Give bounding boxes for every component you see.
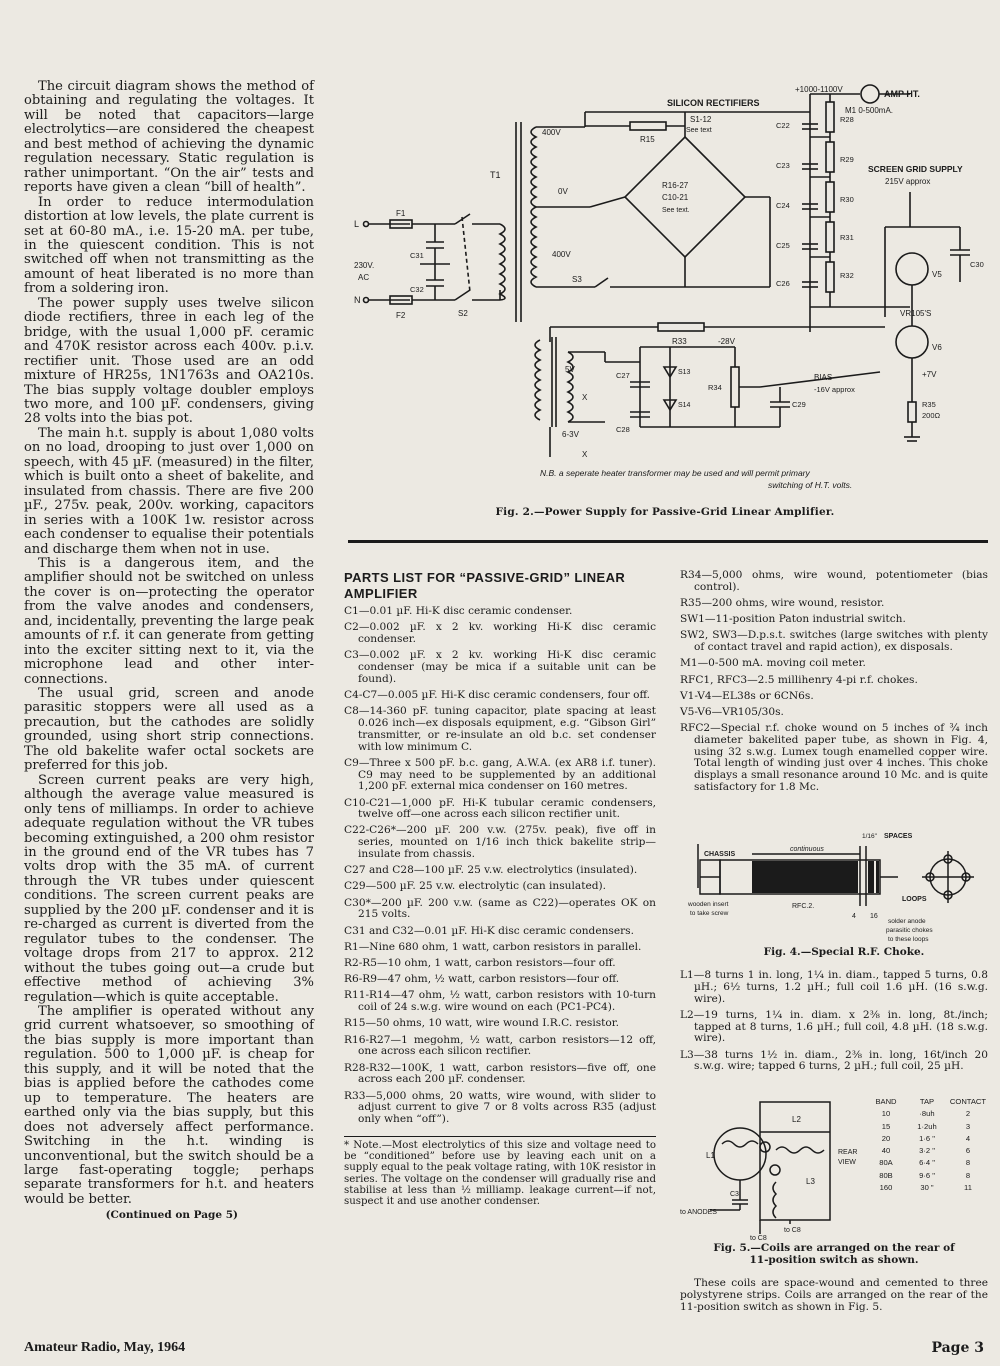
paragraph: The main h.t. supply is about 1,080 volts on no load, drooping to just over 1,000 on speech, with 45 µF. (measured) in the filter, which is built onto a sheet of bakelite, and insulated from chassis. There are five 200 µF., 275v. peak, 200v. working, capacitors in series with a 100K 1w. resistor across each condenser to equalise their potentials and discharge them when not in use. bbox=[24, 425, 314, 557]
part-item: RFC2—Special r.f. choke wound on 5 inches of ¾ inch diameter bakelited paper tube, as shown in Fig. 4, using 32 s.w.g. Lumex tough enamelled copper wire. Total length of winding just over 4 inches. This choke displays a small resonance around 10 Mc. and is quite satisfactory for 1.8 Mc. bbox=[680, 722, 988, 794]
label-c28: C28 bbox=[616, 425, 630, 434]
label-r30: R30 bbox=[840, 195, 854, 204]
label-r15: R15 bbox=[640, 135, 655, 144]
paragraph: This is a dangerous item, and the amplifier should not be switched on unless the cover is on—protecting the operator from the valve anodes and condensers, and, incidentally, preventing the large peak amounts of r.f. it can generate from getting into the exciter sitting next to it, via the microphone lead and other inter-connections. bbox=[24, 555, 314, 687]
cell-tap: ·8uh bbox=[919, 1109, 935, 1119]
header-tap: TAP bbox=[919, 1097, 935, 1106]
closing-paragraph: These coils are space-wound and cemented to three polystyrene strips. Coils are arranged on the rear of the 11-position switch as shown in Fig. 5. bbox=[680, 1277, 988, 1313]
part-item: C30*—200 µF. 200 v.w. (same as C22)—operates OK on 215 volts. bbox=[344, 896, 656, 921]
label-bias: BIAS bbox=[814, 373, 833, 382]
label-meter: M1 0-500mA. bbox=[845, 106, 894, 115]
rf-choke-drawing bbox=[680, 826, 988, 946]
coil-item: L2—19 turns, 1¼ in. diam. x 2⅜ in. long, 8t./inch; tapped at 8 turns, 1.6 µH.; full coil, 4.8 µH. (18 s.w.g. wire). bbox=[680, 1008, 988, 1045]
label-s13: S13 bbox=[678, 369, 691, 376]
label-s3: S3 bbox=[572, 275, 582, 284]
label-see-text: See text bbox=[686, 127, 712, 134]
label-0v: 0V bbox=[558, 187, 568, 196]
continued-note: (Continued on Page 5) bbox=[105, 1209, 238, 1222]
part-item: R16-R27—1 megohm, ½ watt, carbon resistors—12 off, one across each silicon rectifier. bbox=[344, 1033, 656, 1058]
label-c32: C32 bbox=[410, 285, 424, 294]
label-c27: C27 bbox=[616, 371, 630, 380]
parts-list-column-a bbox=[344, 570, 656, 1207]
label-four: 4 bbox=[852, 913, 856, 920]
table-header-row bbox=[866, 1096, 988, 1108]
label-spaces: SPACES bbox=[884, 833, 913, 840]
label-230v: 230V. bbox=[354, 261, 375, 270]
figure-5-caption-line-1: Fig. 5.—Coils are arranged on the rear of bbox=[713, 1242, 955, 1254]
cell-contact: 8 bbox=[965, 1158, 971, 1168]
label-t1: T1 bbox=[490, 170, 501, 180]
part-item: R11-R14—47 ohm, ½ watt, carbon resistors with 10-turn coil of 24 s.w.g. wire wound on each (PC1-PC4). bbox=[344, 989, 656, 1014]
cell-band: 80A bbox=[879, 1158, 893, 1168]
figure-2-caption: Fig. 2.—Power Supply for Passive-Grid Linear Amplifier. bbox=[495, 506, 835, 518]
cell-contact: 11 bbox=[964, 1183, 972, 1193]
cell-tap: 1·2uh bbox=[917, 1121, 937, 1131]
part-item: R15—50 ohms, 10 watt, wire wound I.R.C. resistor. bbox=[344, 1017, 620, 1030]
label-silicon-rectifiers: SILICON RECTIFIERS bbox=[667, 98, 760, 108]
label-bias-volts: -16V approx bbox=[814, 385, 855, 394]
label-r16-27: R16-27 bbox=[662, 181, 689, 190]
part-item: C9—Three x 500 pF. b.c. gang, A.W.A. (ex AR8 i.f. tuner). C9 may need to be supplemented by an additional 1,200 pF. external mica condenser on 160 metres. bbox=[344, 756, 656, 793]
band-tap-table bbox=[866, 1096, 988, 1194]
coil-switch-figure bbox=[680, 1092, 988, 1272]
part-item: C8—14-360 pF. tuning capacitor, plate spacing at least 0.026 inch—ex disposals equipment, e.g. “Gibson Girl” transmitter, or re-insulate an old b.c. set condenser with low minimum C. bbox=[344, 705, 656, 753]
label-l1: L1 bbox=[706, 1151, 715, 1160]
footer-publication: Amateur Radio, May, 1964 bbox=[24, 1340, 186, 1355]
coil-item: L3—38 turns 1½ in. diam., 2⅜ in. long, 16t/inch 20 s.w.g. wire; tapped 6 turns, 2 µH.; full coil, 25 µH. bbox=[680, 1048, 988, 1073]
part-item: R35—200 ohms, wire wound, resistor. bbox=[680, 596, 885, 609]
label-x2: X bbox=[582, 450, 588, 459]
label-c3: C3 bbox=[730, 1191, 739, 1198]
paragraph: The amplifier is operated without any grid current whatsoever, so smoothing of the bias supply is more important than regulation. 500 to 1,000 µF. is cheap for this supply, and it will be noted that the bias is applied before the cathodes come up to temperature. The heaters are earthed only via the bias supply, but this does not adversely affect performance. Switching in the h.t. winding is unconventional, but the switch should be a large fast-operating toggle; perhaps separate transformers for h.t. and heaters would be better. bbox=[24, 1004, 314, 1207]
label-note-1: N.B. a seperate heater transformer may be used and will permit primary bbox=[540, 468, 810, 478]
label-solder-1: solder anode bbox=[888, 918, 926, 925]
label-v5: V5 bbox=[932, 270, 942, 279]
table-row bbox=[866, 1133, 988, 1145]
part-item: C4-C7—0.005 µF. Hi-K disc ceramic condensers, four off. bbox=[344, 688, 650, 701]
cell-band: 80B bbox=[879, 1170, 893, 1180]
label-to-c8-b: to C8 bbox=[784, 1227, 801, 1234]
part-item: C10-C21—1,000 pF. Hi-K tubular ceramic condensers, twelve off—one across each silicon rectifier unit. bbox=[344, 796, 656, 821]
label-l3: L3 bbox=[806, 1177, 815, 1186]
paragraph: The circuit diagram shows the method of obtaining and regulating the voltages. It will be noted that capacitors—large electrolytics—are considered the cheapest and best method of achieving the dynamic regulation necessary. Static regulation is rather unimportant. “On the air” tests and reports have given a clean “bill of health”. bbox=[24, 79, 314, 196]
part-item: C22-C26*—200 µF. 200 v.w. (275v. peak), five off in series, mounted on 1/16 inch thick bakelite strip—insulate from chassis. bbox=[344, 824, 656, 861]
cell-tap: 6·4 " bbox=[919, 1158, 935, 1168]
part-item: M1—0-500 mA. moving coil meter. bbox=[680, 657, 866, 670]
label-solder-2: parasitic chokes bbox=[886, 927, 933, 934]
cell-tap: 1·6 " bbox=[919, 1133, 935, 1143]
label-screen-volts: 215V approx bbox=[885, 177, 931, 186]
paragraph: In order to reduce intermodulation distortion at low levels, the plate current is set at 60-80 mA., i.e. 15-20 mA. per tube, in the quiescent condition. This is not switched off when not transmitting as the amount of heat liberated is no more than from a soldering iron. bbox=[24, 194, 314, 297]
label-c22: C22 bbox=[776, 121, 790, 130]
label-view: VIEW bbox=[838, 1159, 856, 1166]
cell-contact: 4 bbox=[965, 1133, 971, 1143]
label-6-3v: 6-3V bbox=[562, 430, 579, 439]
label-s14: S14 bbox=[678, 402, 691, 409]
label-400v-top: 400V bbox=[542, 128, 561, 137]
label-minus-28v: -28V bbox=[718, 337, 735, 346]
label-n: N bbox=[354, 295, 361, 305]
label-rfc2: RFC.2. bbox=[792, 903, 815, 910]
part-item: C3—0.002 µF. x 2 kv. working Hi-K disc ceramic condenser (may be mica if a suitable unit can be found). bbox=[344, 649, 656, 685]
coil-switch-drawing bbox=[680, 1092, 860, 1242]
header-contact: CONTACT bbox=[949, 1097, 987, 1106]
label-c25: C25 bbox=[776, 241, 790, 250]
part-item: C31 and C32—0.01 µF. Hi-K disc ceramic condensers. bbox=[344, 924, 634, 937]
label-to-anodes: to ANODES bbox=[680, 1209, 717, 1216]
part-item: SW1—11-position Paton industrial switch. bbox=[680, 613, 906, 626]
label-c30: C30 bbox=[970, 260, 984, 269]
cell-band: 15 bbox=[881, 1121, 891, 1131]
power-supply-schematic bbox=[340, 82, 990, 522]
part-item: C1—0.01 µF. Hi-K disc ceramic condenser. bbox=[344, 605, 573, 617]
label-l: L bbox=[354, 219, 360, 229]
cell-band: 20 bbox=[881, 1133, 891, 1143]
paragraph: The power supply uses twelve silicon diode rectifiers, three in each leg of the bridge, with the usual 1,000 pF. ceramic and 470K resistor across each 400v. p.i.v. rectifier unit. Those used are an odd mixture of HR25s, 1N1763s and OA210s. The bias supply voltage doubler employs two more, and 100 µF. condensers, giving 28 volts into the bias pot. bbox=[24, 295, 314, 427]
label-r35: R35 bbox=[922, 400, 936, 409]
label-spaces-fraction: 1/16" bbox=[862, 833, 877, 840]
section-divider bbox=[348, 540, 988, 543]
part-item: V1-V4—EL38s or 6CN6s. bbox=[680, 689, 814, 702]
cell-contact: 8 bbox=[965, 1170, 971, 1180]
article-body bbox=[24, 80, 314, 1223]
label-chassis: CHASSIS bbox=[704, 851, 736, 858]
part-item: R28-R32—100K, 1 watt, carbon resistors—five off, one across each 200 µF. condenser. bbox=[344, 1061, 656, 1086]
label-400v-bottom: 400V bbox=[552, 250, 571, 259]
table-row bbox=[866, 1145, 988, 1157]
schematic-drawing bbox=[340, 82, 990, 492]
part-item: V5-V6—VR105/30s. bbox=[680, 705, 784, 718]
coil-item: L1—8 turns 1 in. long, 1¼ in. diam., tapped 5 turns, 0.8 µH.; 6½ turns, 1.2 µH.; full coil 1.6 µH. (16 s.w.g. wire). bbox=[680, 969, 988, 1005]
label-c31: C31 bbox=[410, 251, 424, 260]
cell-tap: 3·2 " bbox=[919, 1146, 935, 1156]
label-s1-12: S1-12 bbox=[690, 115, 712, 124]
label-take-screw: to take screw bbox=[690, 910, 729, 917]
label-5v: 5V bbox=[565, 365, 575, 374]
cell-contact: 2 bbox=[965, 1109, 971, 1119]
label-v6: V6 bbox=[932, 343, 942, 352]
cell-tap: 9·6 " bbox=[919, 1170, 935, 1180]
label-c10-21: C10-21 bbox=[662, 193, 689, 202]
cell-tap: 30 " bbox=[920, 1183, 934, 1193]
part-item: C2—0.002 µF. x 2 kv. working Hi-K disc ceramic condenser. bbox=[344, 621, 656, 645]
electrolytics-note: * Note.—Most electrolytics of this size and voltage need to be “conditioned” before use by leaving each unit on a supply equal to the peak voltage rating, with 10K resistor in series. The voltage on the condenser will gradually rise and stabilise at less than ½ milliamp. leakage current—if not, suspect it and use another condenser. bbox=[344, 1136, 656, 1207]
part-item: C29—500 µF. 25 v.w. electrolytic (can insulated). bbox=[344, 880, 607, 893]
label-r29: R29 bbox=[840, 155, 854, 164]
label-f1: F1 bbox=[396, 209, 406, 218]
part-item: R1—Nine 680 ohm, 1 watt, carbon resistors in parallel. bbox=[344, 940, 642, 953]
label-r32: R32 bbox=[840, 271, 854, 280]
label-c26: C26 bbox=[776, 279, 790, 288]
parts-list-title: PARTS LIST FOR “PASSIVE-GRID” LINEAR AMPLIFIER bbox=[344, 570, 626, 601]
figure-4-caption: Fig. 4.—Special R.F. Choke. bbox=[763, 946, 925, 958]
table-row bbox=[866, 1170, 988, 1182]
label-see-text-2: See text. bbox=[662, 207, 690, 214]
label-sixteen: 16 bbox=[870, 913, 878, 920]
part-item: SW2, SW3—D.p.s.t. switches (large switches with plenty of contact travel and rapid action), ex disposals. bbox=[680, 629, 988, 654]
label-r33: R33 bbox=[672, 337, 687, 346]
figure-5-caption bbox=[680, 1242, 988, 1266]
figure-5-caption-line-2: 11-position switch as shown. bbox=[749, 1254, 919, 1266]
label-r28: R28 bbox=[840, 115, 854, 124]
label-r34: R34 bbox=[708, 383, 722, 392]
table-row bbox=[866, 1182, 988, 1194]
label-c23: C23 bbox=[776, 161, 790, 170]
rf-choke-figure bbox=[680, 826, 988, 961]
label-solder-3: to these loops bbox=[888, 936, 929, 943]
label-r31: R31 bbox=[840, 233, 854, 242]
part-item: R6-R9—47 ohm, ½ watt, carbon resistors—four off. bbox=[344, 973, 620, 986]
part-item: R34—5,000 ohms, wire wound, potentiometer (bias control). bbox=[680, 569, 988, 593]
label-s2: S2 bbox=[458, 309, 468, 318]
footer-page-number: Page 3 bbox=[931, 1340, 984, 1356]
label-vr105: VR105'S bbox=[900, 309, 932, 318]
label-c24: C24 bbox=[776, 201, 790, 210]
label-to-c8-a: to C8 bbox=[750, 1235, 767, 1242]
label-r35-value: 200Ω bbox=[922, 411, 941, 420]
paragraph: The usual grid, screen and anode parasitic stoppers were all used as a precaution, but the cathodes are solidly grounded, using short strip connections. The old bakelite wafer octal sockets are preferred for this job. bbox=[24, 686, 314, 774]
cell-band: 40 bbox=[881, 1146, 891, 1156]
label-screen-grid-supply: SCREEN GRID SUPPLY bbox=[868, 164, 963, 174]
header-band: BAND bbox=[875, 1097, 897, 1106]
label-hv: +1000-1100V bbox=[795, 85, 843, 94]
label-c29: C29 bbox=[792, 400, 806, 409]
label-f2: F2 bbox=[396, 311, 406, 320]
table-row bbox=[866, 1121, 988, 1133]
label-l2: L2 bbox=[792, 1115, 801, 1124]
label-ac: AC bbox=[358, 273, 370, 282]
label-amp-ht: AMP HT. bbox=[884, 89, 920, 99]
label-x1: X bbox=[582, 393, 588, 402]
part-item: C27 and C28—100 µF. 25 v.w. electrolytics (insulated). bbox=[344, 864, 638, 877]
cell-contact: 3 bbox=[965, 1121, 971, 1131]
parts-list-column-b bbox=[680, 570, 988, 798]
label-wooden-insert: wooden insert bbox=[688, 901, 729, 908]
coil-specs bbox=[680, 970, 988, 1078]
part-item: R2-R5—10 ohm, 1 watt, carbon resistors—four off. bbox=[344, 957, 616, 969]
cell-band: 160 bbox=[879, 1183, 893, 1193]
table-row bbox=[866, 1157, 988, 1169]
label-continuous: continuous bbox=[790, 846, 824, 853]
part-item: RFC1, RFC3—2.5 millihenry 4-pi r.f. chokes. bbox=[680, 673, 918, 686]
label-plus-7v: +7V bbox=[922, 370, 937, 379]
label-note-2: switching of H.T. volts. bbox=[768, 480, 853, 490]
cell-contact: 6 bbox=[965, 1146, 971, 1156]
cell-band: 10 bbox=[881, 1109, 891, 1119]
label-loops: LOOPS bbox=[902, 896, 927, 903]
label-rear: REAR bbox=[838, 1149, 858, 1156]
table-row bbox=[866, 1108, 988, 1120]
paragraph: Screen current peaks are very high, although the average value measured is only tens of milliamps. In order to achieve adequate regulation without the VR tubes becoming extinguished, a 200 ohm resistor in the ground end of the VR tubes has 7 volts drop with the 35 mA. of current through the VR tubes under quiescent conditions. The screen current peaks are supplied by the 200 µF. condenser and it is re-charged as current is diverted from the regulator tubes to the condenser. The voltage drops from 217 to approx. 212 without the tubes going out—a crude but effective method of achieving 3% regulation—which is quite acceptable. bbox=[24, 772, 314, 1005]
part-item: R33—5,000 ohms, 20 watts, wire wound, with slider to adjust current to give 7 or 8 volts across R35 (adjust only when “off”). bbox=[344, 1089, 656, 1126]
